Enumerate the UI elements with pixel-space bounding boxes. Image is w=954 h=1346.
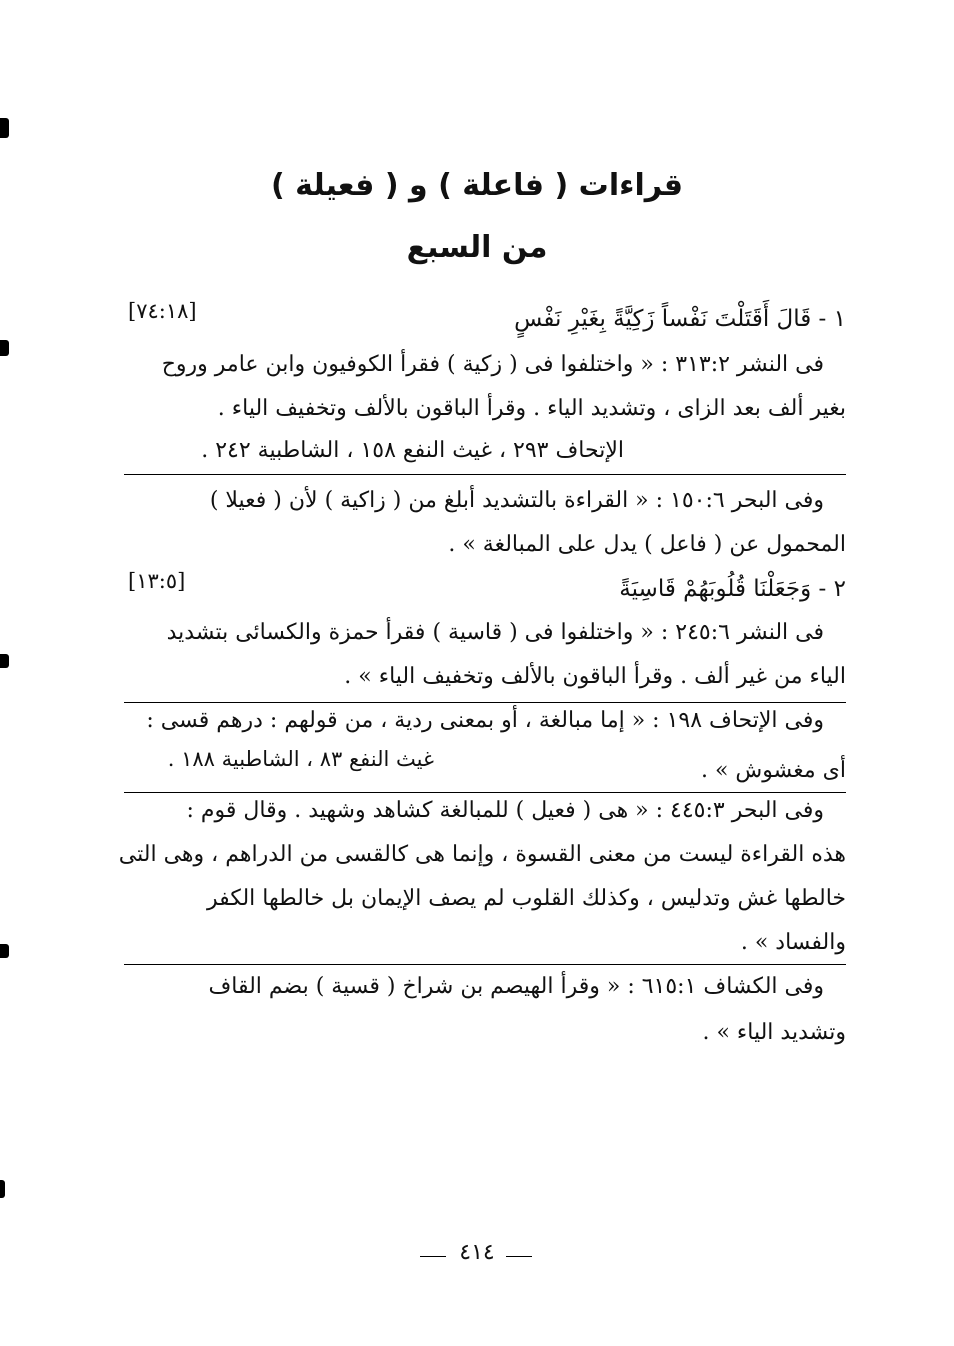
section-divider	[124, 702, 846, 703]
scan-edge-mark	[0, 654, 9, 668]
text-line: والفساد » .	[740, 930, 846, 955]
page-number-dash	[506, 1256, 532, 1257]
text-line: بغير ألف بعد الزاى ، وتشديد الياء . وقرأ الباقون بالألف وتخفيف الياء .	[217, 396, 846, 421]
page-title: قراءات ( فاعلة ) و ( فعيلة )	[270, 168, 684, 203]
text-line: وفى البحر ٤٤٥:٣ : « هى ( فعيل ) للمبالغة كشاهد وشهيد . وقال قوم :	[186, 798, 824, 823]
text-line: غيث النفع ٨٣ ، الشاطبية ١٨٨ .	[167, 747, 434, 771]
text-line: فى النشر ٣١٣:٢ : « واختلفوا فى ( زكية ) فقرأ الكوفيون وابن عامر وروح	[161, 352, 824, 377]
scan-edge-mark	[0, 1180, 5, 1198]
verse-line: ١ - قَالَ أَقَتَلْتَ نَفْساً زَكِيَّةً بِغَيْرِ نَفْسٍ	[514, 306, 846, 332]
section-divider	[124, 964, 846, 965]
section-divider	[124, 474, 846, 475]
text-line: وفى البحر ١٥٠:٦ : « القراءة بالتشديد أبلغ من ( زاكية ) لأن ( فعيلا )	[209, 488, 824, 513]
text-line: خالطها غش وتدليس ، وكذلك القلوب لم يصف الإيمان بل خالطها الكفر	[207, 886, 846, 911]
verse-reference: [٧٤:١٨]	[128, 299, 197, 323]
text-line: المحمول عن ( فاعل ) يدل على المبالغة » .	[448, 532, 846, 557]
page-number: ٤١٤	[459, 1240, 495, 1265]
section-divider	[124, 792, 846, 793]
text-line: الإتحاف ٢٩٣ ، غيث النفع ١٥٨ ، الشاطبية ٢٤٢ .	[201, 438, 624, 463]
text-line: وفى الإتحاف ١٩٨ : « إما مبالغة ، أو بمعنى ردية ، من قولهم : درهم قسى :	[146, 708, 824, 733]
scan-edge-mark	[0, 118, 9, 138]
verse-line: ٢ - وَجَعَلْنَا قُلُوبَهُمْ قَاسِيَةً	[619, 576, 846, 602]
verse-reference: [١٣:٥]	[128, 569, 186, 593]
text-line: الياء من غير ألف . وقرأ الباقون بالألف وتخفيف الياء » .	[344, 664, 846, 689]
text-line: هذه القراءة ليست من معنى القسوة ، وإنما هى كالقسى من الدراهم ، وهى التى	[118, 842, 846, 867]
scan-edge-mark	[0, 340, 9, 356]
text-line: وفى الكشاف ٦١٥:١ : « وقرأ الهيصم بن شراخ ( قسية ) بضم القاف	[208, 974, 824, 999]
page-subtitle: من السبع	[406, 230, 548, 265]
text-line: وتشديد الياء » .	[702, 1020, 846, 1045]
scan-edge-mark	[0, 944, 9, 958]
text-line: أى مغشوش » .	[700, 758, 846, 783]
text-line: فى النشر ٢٤٥:٦ : « واختلفوا فى ( قاسية ) فقرأ حمزة والكسائى بتشديد	[166, 620, 824, 645]
